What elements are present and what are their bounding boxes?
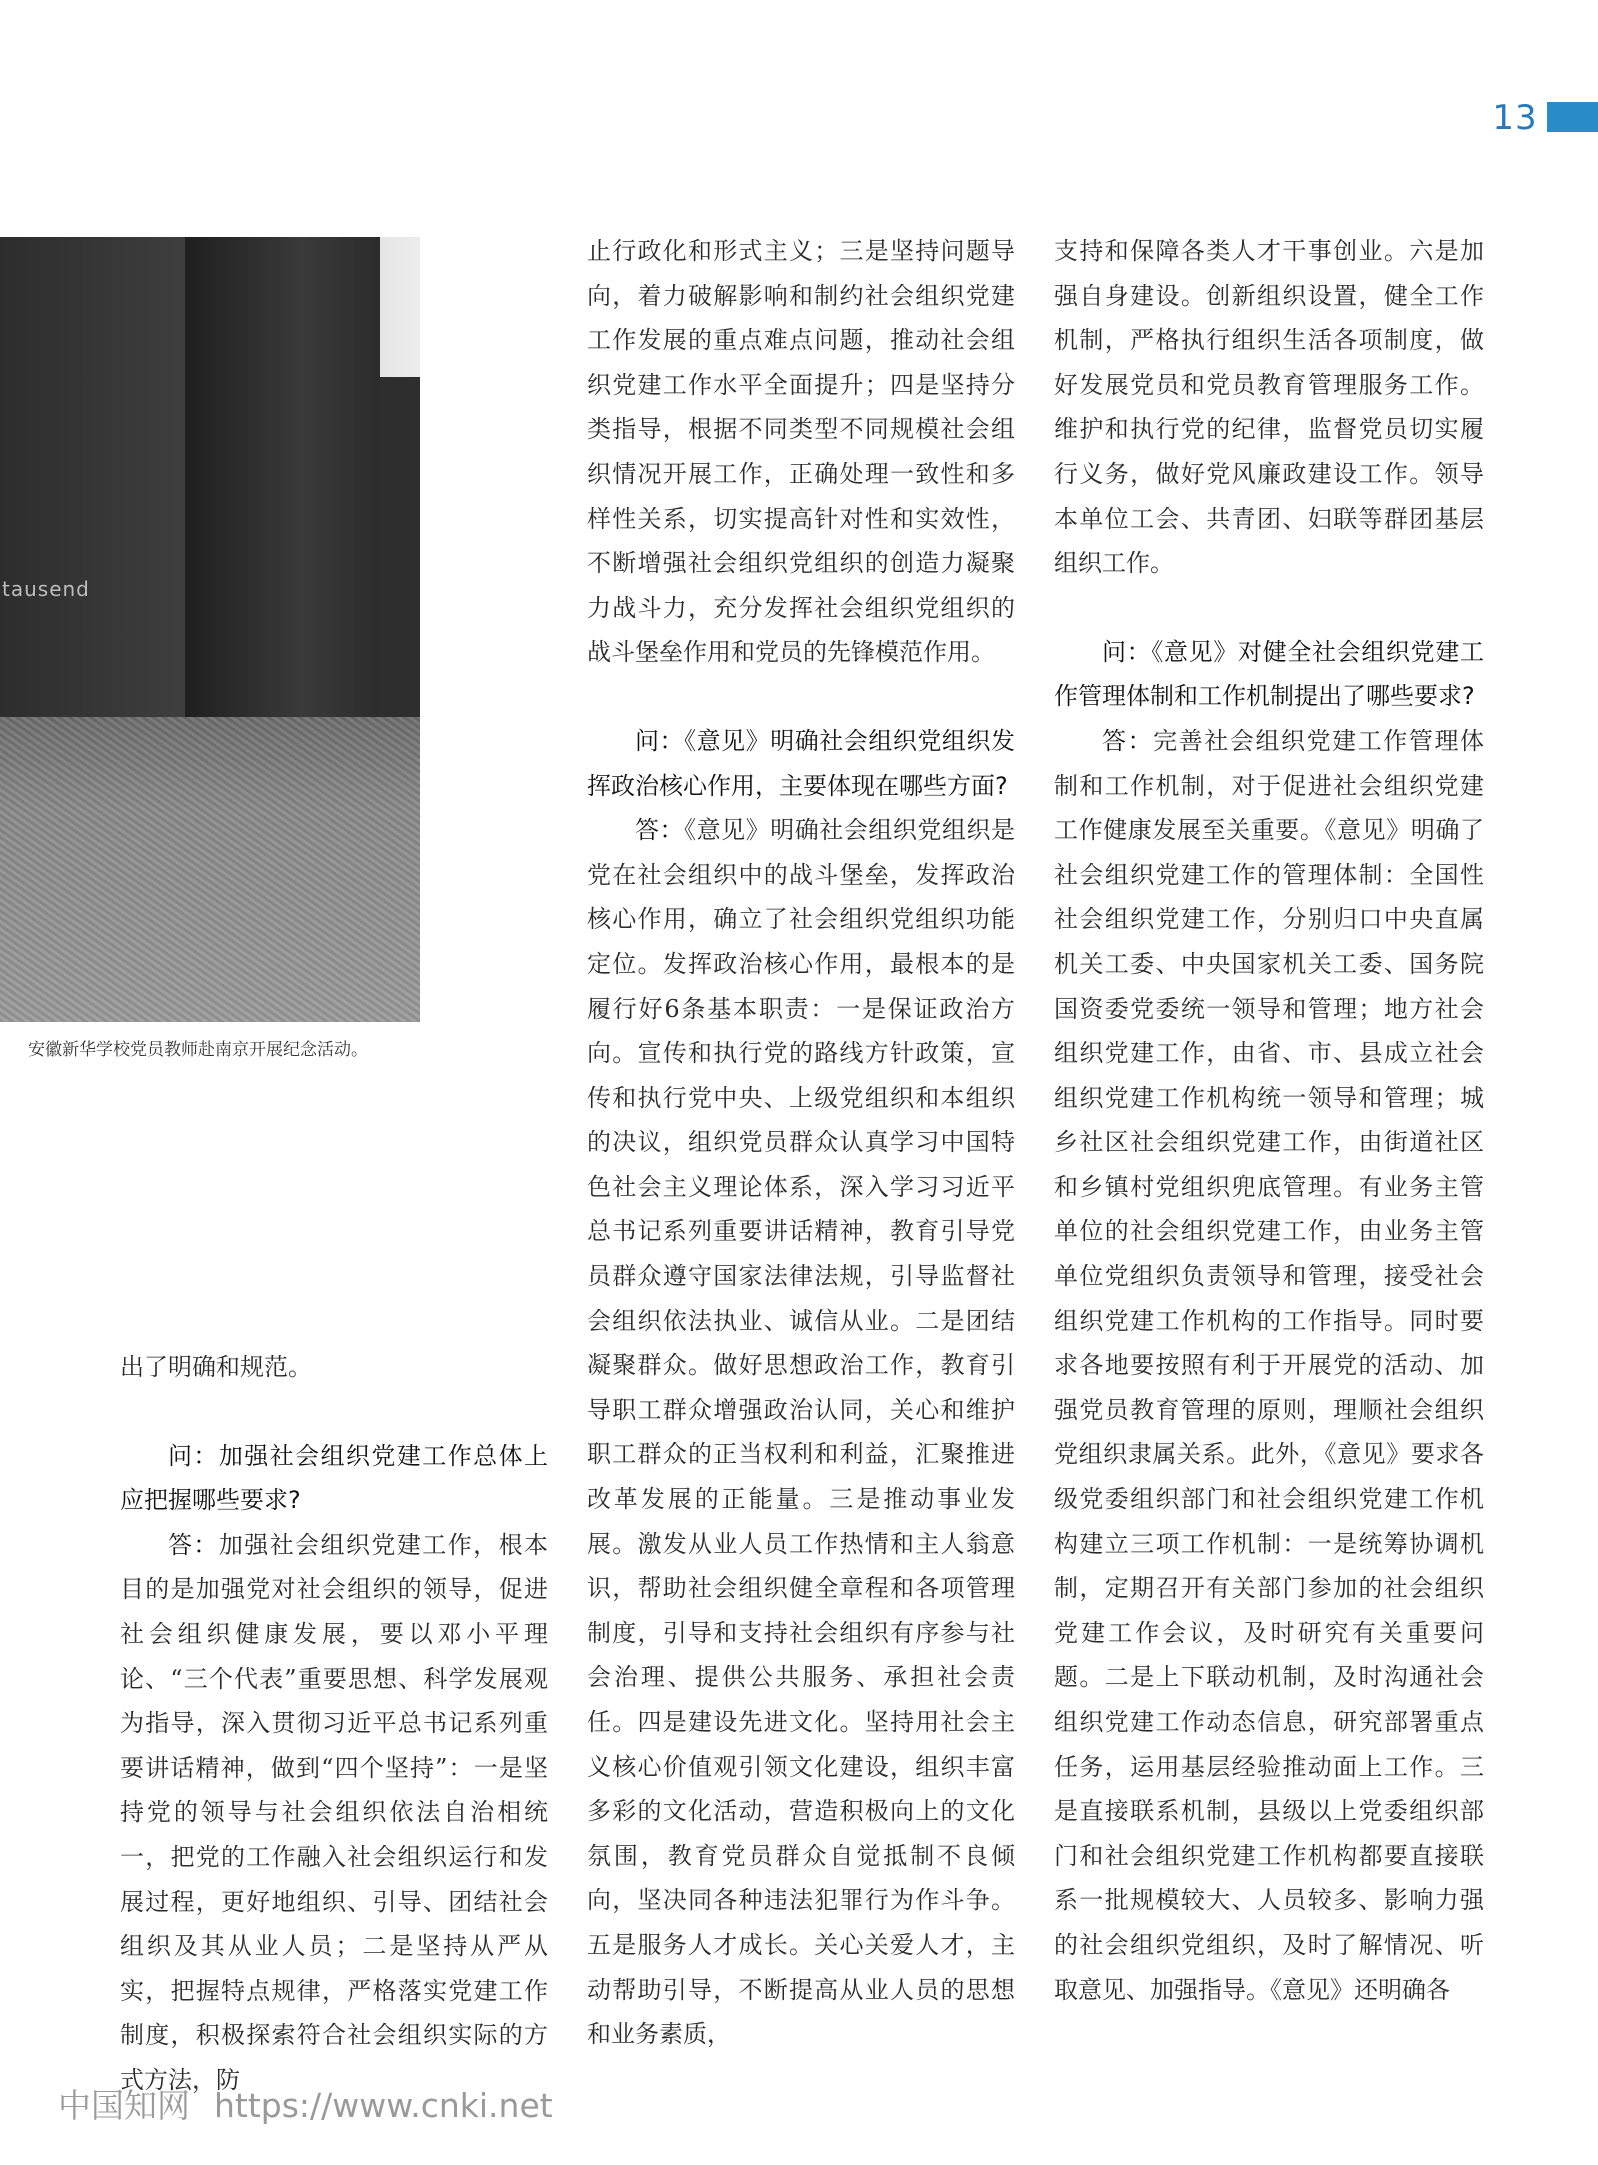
continued-text: 止行政化和形式主义；三是坚持问题导向，着力破解影响和制约社会组织党建工作发展的重点难点问题，推动社会组织党建工作水平全面提升；四是坚持分类指导，根据不同类型不同规模社会组织情况开展工作，正确处理一致性和多样性关系，切实提高针对性和实效性，不断增强社会组织党组织的创造力凝聚力战斗力，充分发挥社会组织党组织的战斗堡垒作用和党员的先锋模范作用。 — [587, 237, 1015, 667]
memorial-photo — [0, 237, 420, 1022]
photo-stone-block — [185, 237, 380, 777]
page-number: 13 — [1492, 98, 1538, 138]
answer-label: 答： — [168, 1530, 219, 1559]
question-heading: 问：加强社会组织党建工作总体上应把握哪些要求? — [120, 1441, 548, 1515]
answer-label: 答： — [1102, 726, 1154, 755]
answer-text: 《意见》明确社会组织党组织是党在社会组织中的战斗堡垒，发挥政治核心作用，确立了社会组织党组织功能定位。发挥政治核心作用，最根本的是履行好6条基本职责：一是保证政治方向。宣传和执行党的路线方针政策，宣传和执行党中央、上级党组织和本组织的决议，组织党员群众认真学习中国特色社会主义理论体系，深入学习习近平总书记系列重要讲话精神，教育引导党员群众遵守国家法律法规，引导监督社会组织依法执业、诚信从业。二是团结凝聚群众。做好思想政治工作，教育引导职工群众增强政治认同，关心和维护职工群众的正当权利和利益，汇聚推进改革发展的正能量。三是推动事业发展。激发从业人员工作热情和主人翁意识，帮助社会组织健全章程和各项管理制度，引导和支持社会组织有序参与社会治理、提供公共服务、承担社会责任。四是建设先进文化。坚持用社会主义核心价值观引领文化建设，组织丰富多彩的文化活动，营造积极向上的文化氛围，教育党员群众自觉抵制不良倾向，坚决同各种违法犯罪行为作斗争。五是服务人才成长。关心关爱人才，主动帮助引导，不断提高从业人员的思想和业务素质， — [587, 816, 1016, 2049]
question-heading: 问：《意见》对健全社会组织党建工作管理体制和工作机制提出了哪些要求? — [1054, 637, 1484, 711]
photo-stone-block — [380, 377, 420, 757]
middle-column — [587, 229, 1015, 2057]
photo-stone-block — [0, 237, 185, 757]
answer-text: 完善社会组织党建工作管理体制和工作机制，对于促进社会组织党建工作健康发展至关重要。《意见》明确了社会组织党建工作的管理体制：全国性社会组织党建工作，分别归口中央直属机关工委、中央国家机关工委、国务院国资委党委统一领导和管理；地方社会组织党建工作，由省、市、县成立社会组织党建工作机构统一领导和管理；城乡社区社会组织党建工作，由街道社区和乡镇村党组织兜底管理。有业务主管单位的社会组织党建工作，由业务主管单位党组织负责领导和管理，接受社会组织党建工作机构的工作指导。同时要求各地要按照有利于开展党的活动、加强党员教育管理的原则，理顺社会组织党组织隶属关系。此外，《意见》要求各级党委组织部门和社会组织党建工作机构建立三项工作机制：一是统筹协调机制，定期召开有关部门参加的社会组织党建工作会议，及时研究有关重要问题。二是上下联动机制，及时沟通社会组织党建工作动态信息，研究部署重点任务，运用基层经验推动面上工作。三是直接联系机制，县级以上党委组织部门和社会组织党建工作机构都要直接联系一批规模较大、人员较多、影响力强的社会组织党组织，及时了解情况、听取意见、加强指导。《意见》还明确各 — [1054, 726, 1485, 2004]
continued-text: 出了明确和规范。 — [120, 1353, 312, 1381]
photo-gravel — [0, 717, 420, 1022]
answer-label: 答： — [635, 816, 685, 845]
watermark-site: https://www.cnki.net — [214, 2086, 553, 2125]
answer-paragraph — [120, 1523, 548, 2103]
answer-text: 加强社会组织党建工作，根本目的是加强党对社会组织的领导，促进社会组织健康发展，要以邓小平理论、“三个代表”重要思想、科学发展观为指导，深入贯彻习近平总书记系列重要讲话精神，做到“四个坚持”：一是坚持党的领导与社会组织依法自治相统一，把党的工作融入社会组织运行和发展过程，更好地组织、引导、团结社会组织及其从业人员；二是坚持从严从实，把握特点规律，严格落实党建工作制度，积极探索符合社会组织实际的方式方法，防 — [120, 1530, 549, 2094]
continued-text: 支持和保障各类人才干事创业。六是加强自身建设。创新组织设置，健全工作机制，严格执行组织生活各项制度，做好发展党员和党员教育管理服务工作。维护和执行党的纪律，监督党员切实履行义务，做好党风廉政建设工作。领导本单位工会、共青团、妇联等群团基层组织工作。 — [1054, 237, 1484, 578]
watermark-brand: 中国知网 — [58, 2086, 190, 2125]
page-accent-bar — [1547, 102, 1598, 132]
photo-caption: 安徽新华学校党员教师赴南京开展纪念活动。 — [28, 1040, 368, 1060]
question-heading: 问：《意见》明确社会组织党组织发挥政治核心作用，主要体现在哪些方面? — [587, 726, 1015, 800]
answer-paragraph — [587, 808, 1015, 2057]
left-column — [120, 1345, 548, 2103]
answer-paragraph — [1054, 719, 1484, 2012]
photo-carved-text: tausend — [2, 577, 90, 601]
right-column — [1054, 229, 1484, 2012]
cnki-watermark — [58, 2080, 553, 2127]
